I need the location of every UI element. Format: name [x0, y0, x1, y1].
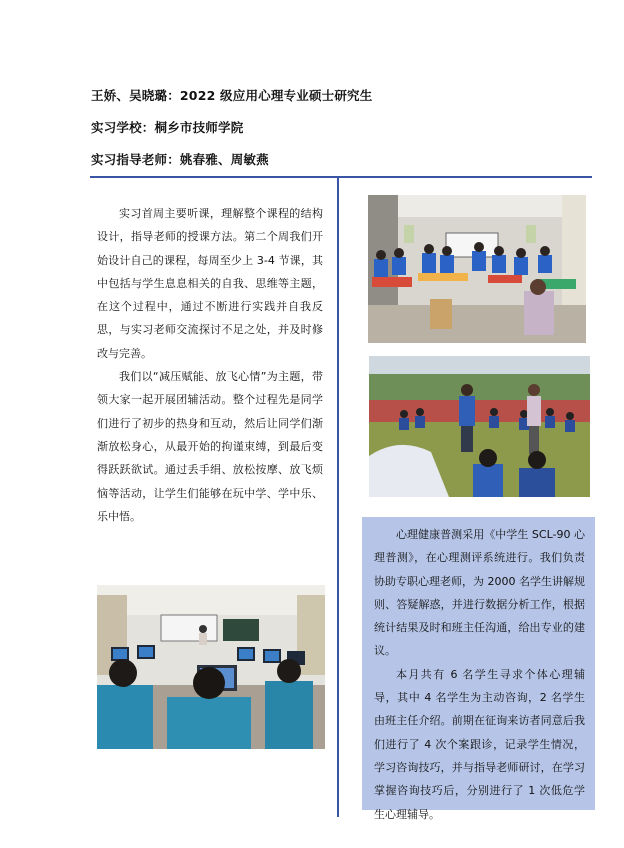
vertical-divider	[337, 177, 339, 817]
header-names: 王娇、吴晓璐：2022 级应用心理专业硕士研究生	[91, 88, 373, 103]
computer-lab-photo	[97, 585, 325, 749]
header-school: 实习学校：桐乡市技师学院	[91, 120, 244, 135]
outdoor-activity-photo	[369, 356, 590, 497]
classroom-photo	[368, 195, 586, 343]
horizontal-divider	[90, 176, 592, 178]
assessment-counseling-box	[362, 517, 595, 821]
left-paragraph-1: 实习首周主要听课，理解整个课程的结构设计，指导老师的授课方法。第二个周我们开始设计自己的课程，每周至少上 3-4 节课，其中包括与学生息息相关的自我、思维等主题，在这个过程中，通过不断进行实践并自我反思，与实习老师交流探讨不足之处，并及时修改与完善。	[97, 207, 323, 360]
left-paragraph-2: 我们以“减压赋能、放飞心情”为主题，带领大家一起开展团辅活动。整个过程先是同学们进行了初步的热身和互动，然后让同学们渐渐放松身心，从最开始的拘谨束缚，到最后变得跃跃欲试。通过丢手绢、放松按摩、放飞烦恼等活动，让学生们能够在玩中学、学中乐、乐中悟。	[97, 370, 323, 523]
header-supervisors: 实习指导老师：姚春雅、周敏燕	[91, 152, 269, 167]
box-paragraph-2: 本月共有 6 名学生寻求个体心理辅导，其中 4 名学生为主动咨询，2 名学生由班主任介绍。前期在征询来访者同意后我们进行了 4 次个案跟诊，记录学生情况，学习咨询技巧，并与指导老师研讨，在学习掌握咨询技巧后，分别进行了 1 次低危学生心理辅导。	[374, 667, 585, 821]
box-paragraph-1: 心理健康普测采用《中学生 SCL-90 心理普测》，在心理测评系统进行。我们负责协助专职心理老师，为 2000 名学生讲解规则、答疑解惑，并进行数据分析工作，根据统计结果及时和班主任沟通，给出专业的建议。	[374, 528, 585, 658]
left-column-text	[97, 202, 323, 528]
